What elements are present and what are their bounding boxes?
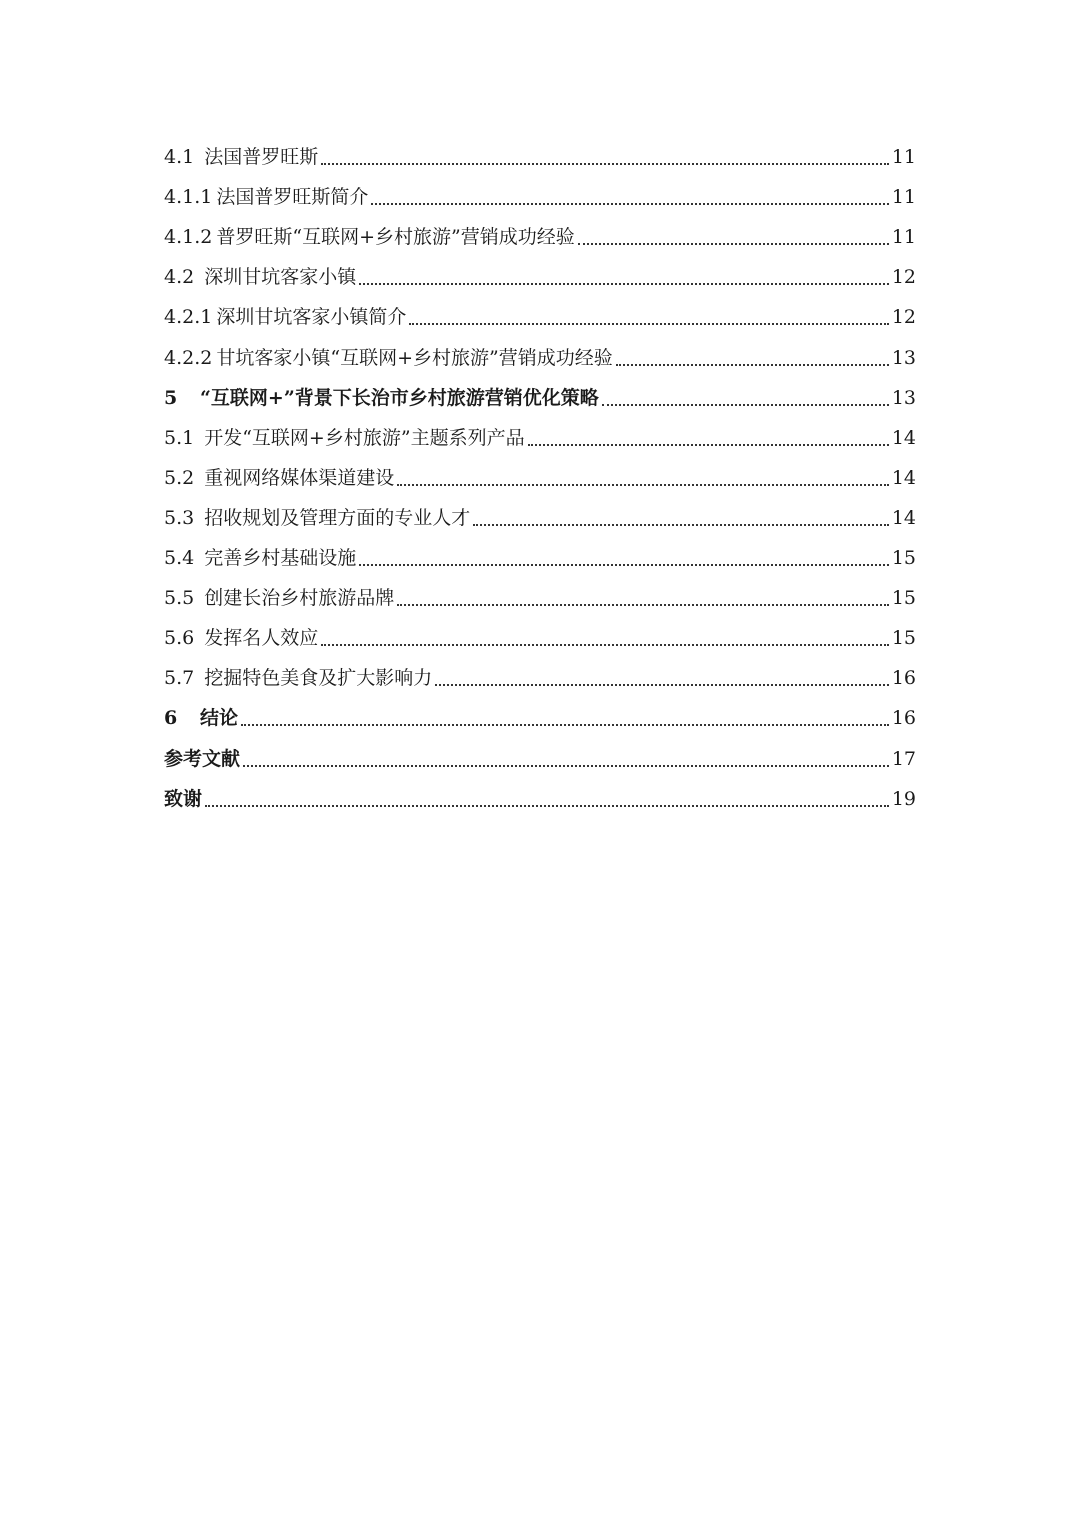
toc-entry-title: 结论 (200, 707, 239, 730)
toc-entry-title: 甘坑客家小镇“互联网+乡村旅游”营销成功经验 (216, 346, 613, 369)
toc-entry-number: 5.4 (164, 547, 195, 570)
toc-acknowledgements[interactable] (164, 779, 916, 819)
toc-entry-page: 15 (891, 627, 916, 650)
toc-entry-page: 16 (891, 667, 916, 690)
toc-entry-number: 6 (164, 707, 178, 730)
toc-chapter-5[interactable] (164, 378, 916, 418)
toc-entry-page: 15 (891, 587, 916, 610)
toc-entry-number: 5.3 (164, 506, 195, 529)
toc-entry-page: 16 (891, 707, 916, 730)
toc-entry-page: 12 (891, 306, 916, 329)
toc-entry-title: 普罗旺斯“互联网+乡村旅游”营销成功经验 (216, 226, 575, 249)
dot-leader (409, 322, 888, 325)
dot-leader (359, 282, 889, 285)
toc-entry-number: 4.1.1 (164, 186, 213, 209)
toc-chapter-6[interactable] (164, 698, 916, 738)
toc-entry-4-1-2[interactable] (164, 217, 916, 257)
dot-leader (371, 202, 888, 205)
dot-leader (321, 643, 889, 646)
toc-entry-title: 发挥名人效应 (204, 627, 319, 650)
toc-entry-number: 4.2.2 (164, 346, 213, 369)
toc-entry-page: 12 (891, 266, 916, 289)
toc-entry-page: 19 (891, 787, 916, 810)
toc-entry-title: 挖掘特色美食及扩大影响力 (204, 667, 433, 690)
toc-entry-page: 17 (891, 747, 916, 770)
toc-entry-5-6[interactable] (164, 618, 916, 658)
toc-entry-number: 5.5 (164, 587, 195, 610)
toc-entry-number: 5 (164, 386, 178, 409)
toc-entry-number: 5.2 (164, 466, 195, 489)
toc-entry-title: “互联网+”背景下长治市乡村旅游营销优化策略 (200, 386, 599, 409)
toc-entry-title: 创建长治乡村旅游品牌 (204, 587, 395, 610)
toc-entry-5-2[interactable] (164, 458, 916, 498)
toc-entry-number: 5.6 (164, 627, 195, 650)
toc-entry-number: 4.1.2 (164, 226, 213, 249)
toc-entry-5-1[interactable] (164, 418, 916, 458)
toc-entry-4-2[interactable] (164, 257, 916, 297)
toc-entry-number: 4.2 (164, 266, 195, 289)
toc-entry-4-1[interactable] (164, 137, 916, 177)
toc-entry-page: 13 (891, 346, 916, 369)
toc-entry-number: 5.7 (164, 667, 195, 690)
dot-leader (205, 804, 889, 807)
toc-entry-title: 法国普罗旺斯 (204, 146, 319, 169)
toc-entry-5-3[interactable] (164, 498, 916, 538)
toc-entry-page: 11 (891, 186, 916, 209)
dot-leader (241, 723, 889, 726)
toc-entry-4-1-1[interactable] (164, 177, 916, 217)
toc-references[interactable] (164, 738, 916, 778)
toc-entry-title: 法国普罗旺斯简介 (216, 186, 369, 209)
toc-entry-5-7[interactable] (164, 658, 916, 698)
toc-entry-title: 致谢 (164, 787, 203, 810)
toc-entry-page: 14 (891, 466, 916, 489)
toc-entry-page: 11 (891, 226, 916, 249)
toc-entry-number: 5.1 (164, 426, 195, 449)
dot-leader (528, 443, 889, 446)
toc-entry-page: 14 (891, 426, 916, 449)
dot-leader (397, 483, 889, 486)
toc-entry-page: 15 (891, 547, 916, 570)
dot-leader (602, 403, 889, 406)
dot-leader (578, 242, 889, 245)
toc-entry-title: 深圳甘坑客家小镇简介 (216, 306, 407, 329)
dot-leader (397, 603, 889, 606)
toc-entry-number: 4.2.1 (164, 306, 213, 329)
dot-leader (435, 683, 889, 686)
toc-entry-5-4[interactable] (164, 538, 916, 578)
dot-leader (473, 523, 889, 526)
dot-leader (321, 162, 889, 165)
toc-entry-page: 13 (891, 386, 916, 409)
toc-entry-page: 11 (891, 146, 916, 169)
table-of-contents (164, 137, 916, 819)
toc-entry-title: 重视网络媒体渠道建设 (204, 466, 395, 489)
toc-entry-title: 开发“互联网+乡村旅游”主题系列产品 (204, 426, 525, 449)
toc-entry-title: 深圳甘坑客家小镇 (204, 266, 357, 289)
toc-entry-4-2-2[interactable] (164, 337, 916, 377)
toc-entry-title: 招收规划及管理方面的专业人才 (204, 506, 471, 529)
toc-entry-5-5[interactable] (164, 578, 916, 618)
dot-leader (616, 363, 889, 366)
dot-leader (359, 563, 889, 566)
dot-leader (243, 764, 889, 767)
toc-entry-page: 14 (891, 506, 916, 529)
toc-entry-title: 完善乡村基础设施 (204, 547, 357, 570)
toc-entry-title: 参考文献 (164, 747, 241, 770)
toc-entry-4-2-1[interactable] (164, 297, 916, 337)
toc-entry-number: 4.1 (164, 146, 195, 169)
